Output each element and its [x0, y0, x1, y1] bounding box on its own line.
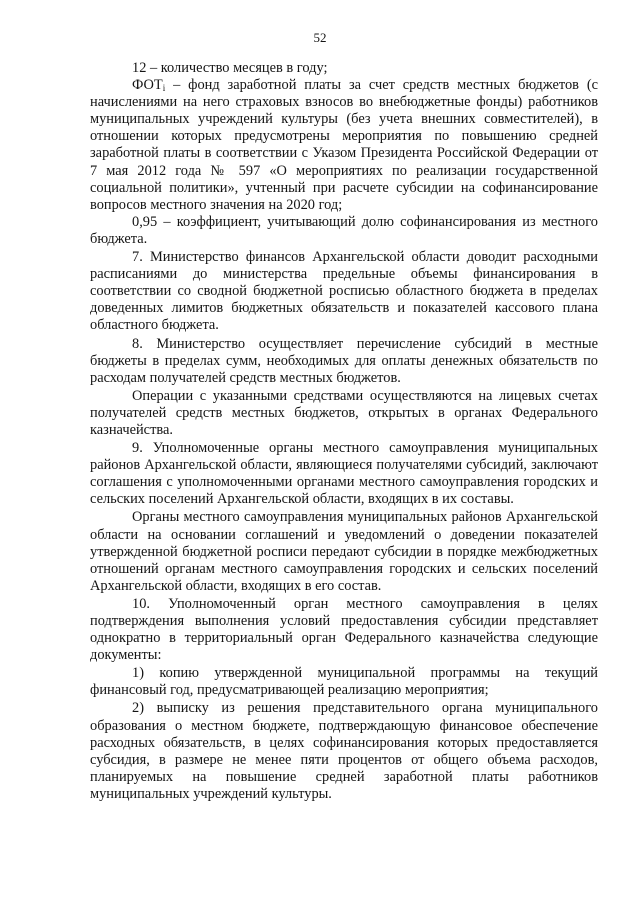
paragraph-subitem-1: 1) копию утвержденной муниципальной программы на текущий финансовый год, предусматривающей реализацию мероприятия;: [90, 665, 598, 699]
page-number: 52: [313, 30, 327, 45]
document-body: [90, 60, 598, 803]
paragraph-coefficient: 0,95 – коэффициент, учитывающий долю софинансирования из местного бюджета.: [90, 213, 598, 247]
paragraph-item-7: 7. Министерство финансов Архангельской области доводит расходными расписаниями до министерства предельные объемы финансирования в соответствии со сводной бюджетной росписью областного бюджета в пределах доведенных лимитов бюджетных обязательств и показателей кассового плана областного бюджета.: [90, 249, 598, 334]
fot-definition-text: – фонд заработной платы за счет средств местных бюджетов (с начислениями на него страховых взносов во внебюджетные фонды) работников муниципальных учреждений культуры (без учета внешних совместителей), в отношении которых предусмотрены мероприятия по повышению средней заработной платы в соответствии с Указом Президента Российской Федерации от 7 мая 2012 года № 597 «О мероприятиях по реализации государственной социальной политики», учтенный при расчете субсидии на софинансирование вопросов местного значения на 2020 год;: [90, 77, 598, 213]
paragraph-months: 12 – количество месяцев в году;: [132, 60, 328, 76]
fot-subscript: i: [162, 83, 166, 94]
paragraph-subitem-2: 2) выписку из решения представительного органа муниципального образования о местном бюджете, подтверждающую финансовое обеспечение расходных обязательств, в целях софинансирования которых предоставляется субсидия, в размере не менее пяти процентов от общего объема расходов, планируемых на повышение средней заработной платы работников муниципальных учреждений культуры.: [90, 700, 598, 802]
paragraph-local-authorities: Органы местного самоуправления муниципальных районов Архангельской области на основании соглашений и уведомлений о доведении показателей утвержденной бюджетной росписи передают субсидии в порядке межбюджетных отношений органам местного самоуправления городских и сельских поселений Архангельской области, входящих в его состав.: [90, 509, 598, 594]
paragraph-fot-definition: [90, 77, 598, 214]
paragraph-item-9: 9. Уполномоченные органы местного самоуправления муниципальных районов Архангельской области, являющиеся получателями субсидий, заключают соглашения с уполномоченными органами местного самоуправления городских и сельских поселений Архангельской области, входящих в их составы.: [90, 440, 598, 508]
paragraph-operations: Операции с указанными средствами осуществляются на лицевых счетах получателей средств местных бюджетов, открытых в органах Федерального казначейства.: [90, 387, 598, 438]
fot-symbol: ФОТ: [132, 77, 163, 94]
paragraph-item-10: 10. Уполномоченный орган местного самоуправления в целях подтверждения выполнения условий предоставления субсидии представляет однократно в территориальный орган Федерального казначейства следующие документы:: [90, 595, 598, 664]
paragraph-item-8: 8. Министерство осуществляет перечисление субсидий в местные бюджеты в пределах сумм, необходимых для оплаты денежных обязательств по расходам получателей средств местных бюджетов.: [90, 335, 598, 386]
